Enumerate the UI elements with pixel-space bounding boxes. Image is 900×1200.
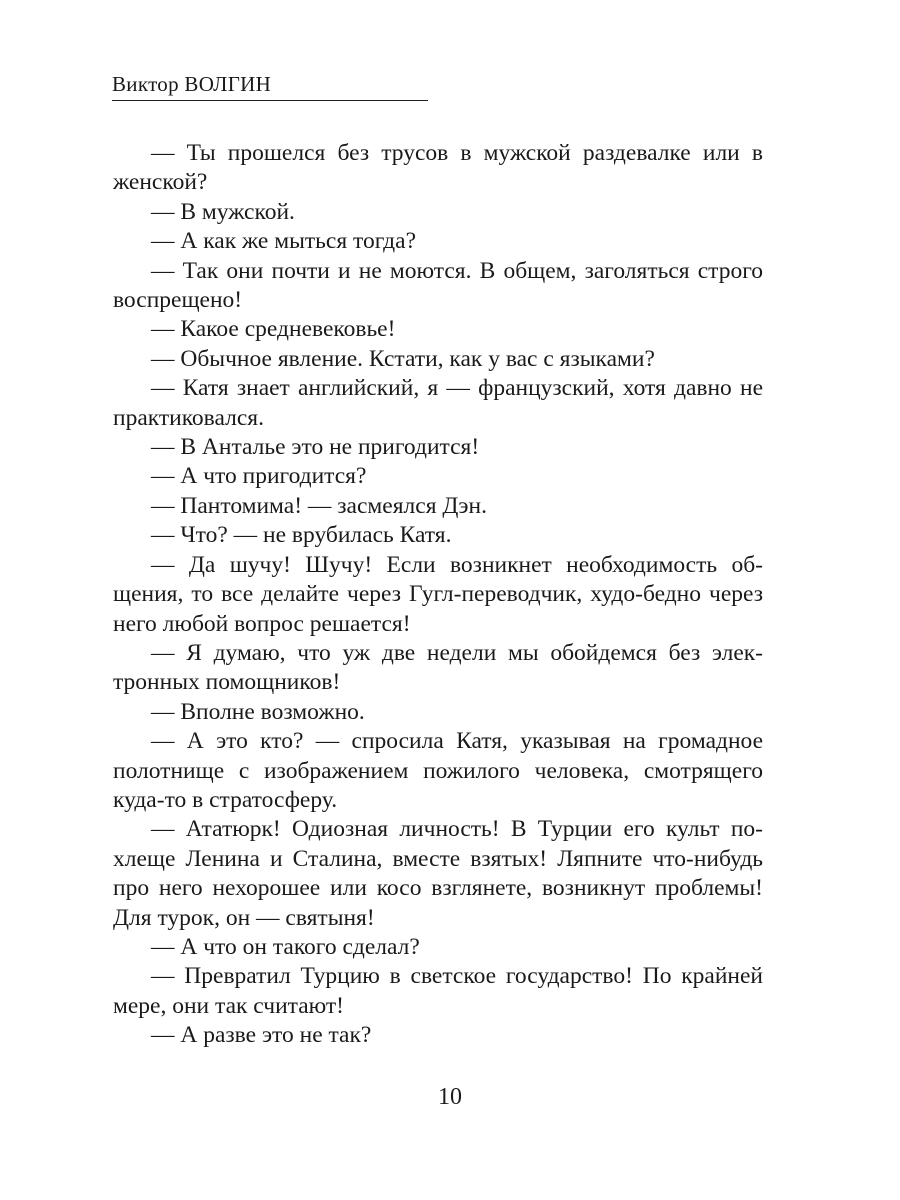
paragraph: — Какое средневековье! [151,316,396,343]
paragraph: — Вполне возможно. [151,698,365,725]
page-number: 10 [438,1084,462,1110]
body-text [113,139,763,1051]
paragraph: — В мужской. [151,198,295,225]
paragraph: — Обычное явление. Кстати, как у вас с языками? [151,345,655,372]
paragraph: — Так они почти и не моются. В общем, заголяться строго воспрещено! [113,257,763,314]
paragraph: — В Анталье это не пригодится! [151,434,480,461]
paragraph: — Что? — не врубилась Катя. [151,522,452,549]
paragraph: — Пантомима! — засмеялся Дэн. [151,492,487,519]
paragraph: — Превратил Турцию в светское государство! По крайней мере, они так считают! [113,963,763,1019]
paragraph: — А что пригодится? [151,463,367,490]
paragraph: — Катя знает английский, я — французский, хотя давно не практиковался. [113,375,763,431]
paragraph: — А как же мыться тогда? [151,228,416,255]
paragraph: — А что он такого сделал? [151,933,420,960]
author-name: Виктор ВОЛГИН [112,72,272,96]
paragraph: — А это кто? — спросила Катя, указывая на громадное полотнище с изображением пожилого человека, смотрящего куда-то в стратосферу. [113,728,763,813]
paragraph: — Ты прошелся без трусов в мужской раздевалке или в женской? [113,140,763,196]
paragraph: — Я думаю, что уж две недели мы обойдемся без электронных помощников! [113,639,763,696]
paragraph: — Ататюрк! Одиозная личность! В Турции его культ похлеще Ленина и Сталина, вместе взятых! Ляпните что-нибудь про него нехорошее или косо взглянете, возникнут проблемы! Для турок, он — святыня! [113,816,763,931]
running-head [112,72,428,101]
paragraph: — А разве это не так? [151,1022,372,1049]
paragraph: — Да шучу! Шучу! Если возникнет необходимость общения, то все делайте через Гугл-переводчик, худо-бедно через него любой вопрос решается! [113,551,763,637]
